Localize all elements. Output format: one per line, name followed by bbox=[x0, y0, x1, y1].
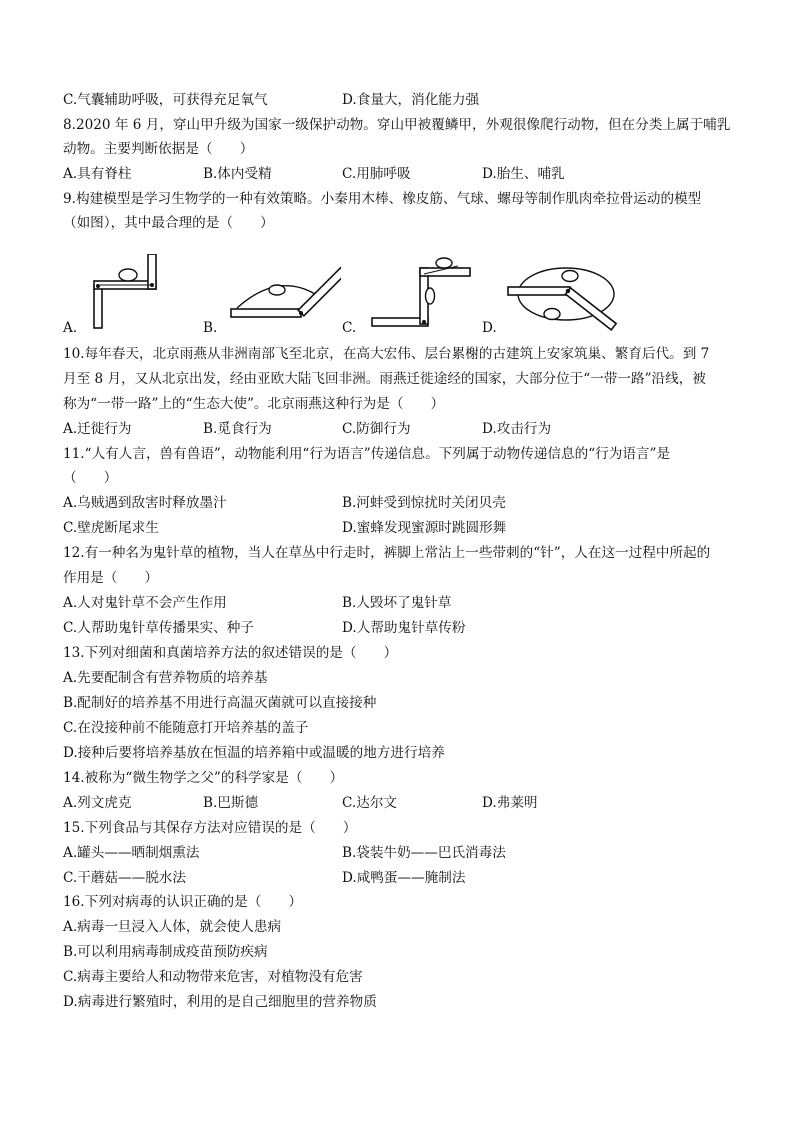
q10-option-a: A.迁徙行为 bbox=[63, 421, 132, 437]
q10-stem-line1: 10.每年春天，北京雨燕从非洲南部飞至北京，在高大宏伟、层台累榭的古建筑上安家筑巢、繁育后代。到 7 bbox=[63, 346, 710, 362]
q15-stem: 15.下列食品与其保存方法对应错误的是（ ） bbox=[63, 820, 357, 836]
q9-figure-c bbox=[368, 254, 478, 332]
q8-stem-line1: 8.2020 年 6 月，穿山甲升级为国家一级保护动物。穿山甲被覆鳞甲，外观很像爬行动物，但在分类上属于哺乳 bbox=[63, 117, 731, 133]
q13-option-a: A.先要配制含有营养物质的培养基 bbox=[63, 670, 268, 686]
q9-figure-a-label: A. bbox=[63, 320, 78, 336]
q15-option-a: A.罐头——晒制烟熏法 bbox=[63, 845, 200, 861]
q16-option-b: B.可以利用病毒制成疫苗预防疾病 bbox=[63, 944, 268, 960]
q8-stem-line2: 动物。主要判断依据是（ ） bbox=[63, 141, 254, 157]
q16-stem: 16.下列对病毒的认识正确的是（ ） bbox=[63, 894, 303, 910]
q12-stem-line1: 12.有一种名为鬼针草的植物，当人在草丛中行走时，裤脚上常沾上一些带刺的“针”，人在这一过程中所起的 bbox=[63, 545, 711, 561]
q14-option-d: D.弗莱明 bbox=[482, 795, 538, 811]
q13-option-d: D.接种后要将培养基放在恒温的培养箱中或温暖的地方进行培养 bbox=[63, 745, 445, 761]
q9-figure-a bbox=[74, 254, 170, 332]
q9-figure-b bbox=[215, 254, 341, 332]
q10-option-b: B.觅食行为 bbox=[203, 421, 272, 437]
q16-option-d: D.病毒进行繁殖时，利用的是自己细胞里的营养物质 bbox=[63, 994, 377, 1010]
q15-option-d: D.咸鸭蛋——腌制法 bbox=[342, 870, 466, 886]
q15-option-c: C.干蘑菇——脱水法 bbox=[63, 870, 186, 886]
q14-option-c: C.达尔文 bbox=[342, 795, 398, 811]
q9-figure-b-label: B. bbox=[203, 320, 218, 336]
q7-option-c: C.气囊辅助呼吸，可获得充足氧气 bbox=[63, 92, 268, 108]
q10-option-d: D.攻击行为 bbox=[482, 421, 552, 437]
q15-option-b: B.袋装牛奶——巴氏消毒法 bbox=[342, 845, 506, 861]
q9-stem-line2: （如图），其中最合理的是（ ） bbox=[63, 215, 274, 231]
q11-option-b: B.河蚌受到惊扰时关闭贝壳 bbox=[342, 495, 506, 511]
q10-stem-line2: 月至 8 月，又从北京出发，经由亚欧大陆飞回非洲。雨燕迁徙途经的国家，大部分位于“一带一路”沿线，被 bbox=[63, 371, 706, 387]
q14-option-a: A.列文虎克 bbox=[63, 795, 132, 811]
q11-stem-line1: 11.“人有人言，兽有兽语”，动物能利用“行为语言”传递信息。下列属于动物传递信息的“行为语言”是 bbox=[63, 446, 671, 462]
q8-option-b: B.体内受精 bbox=[203, 166, 272, 182]
q12-stem-line2: 作用是（ ） bbox=[63, 570, 159, 586]
q16-option-c: C.病毒主要给人和动物带来危害，对植物没有危害 bbox=[63, 969, 363, 985]
q14-stem: 14.被称为“微生物学之父”的科学家是（ ） bbox=[63, 770, 344, 786]
q7-option-d: D.食量大，消化能力强 bbox=[342, 92, 480, 108]
q9-figure-d-label: D. bbox=[482, 320, 497, 336]
q12-option-d: D.人帮助鬼针草传粉 bbox=[342, 620, 466, 636]
q13-option-c: C.在没接种前不能随意打开培养基的盖子 bbox=[63, 720, 309, 736]
q8-option-c: C.用肺呼吸 bbox=[342, 166, 411, 182]
q9-stem-line1: 9.构建模型是学习生物学的一种有效策略。小秦用木棒、橡皮筋、气球、螺母等制作肌肉牵拉骨运动的模型 bbox=[63, 191, 702, 207]
q16-option-a: A.病毒一旦浸入人体，就会使人患病 bbox=[63, 919, 282, 935]
q8-option-d: D.胎生、哺乳 bbox=[482, 166, 565, 182]
q10-stem-line3: 称为“一带一路”上的“生态大使”。北京雨燕这种行为是（ ） bbox=[63, 396, 445, 412]
q9-figure-d bbox=[506, 254, 632, 332]
q11-option-d: D.蜜蜂发现蜜源时跳圆形舞 bbox=[342, 520, 507, 536]
q12-option-b: B.人毁坏了鬼针草 bbox=[342, 595, 452, 611]
q11-stem-line2: （ ） bbox=[63, 470, 118, 486]
q13-option-b: B.配制好的培养基不用进行高温灭菌就可以直接接种 bbox=[63, 695, 377, 711]
q11-option-c: C.壁虎断尾求生 bbox=[63, 520, 159, 536]
q9-figure-c-label: C. bbox=[342, 320, 357, 336]
q14-option-b: B.巴斯德 bbox=[203, 795, 259, 811]
q11-option-a: A.乌贼遇到敌害时释放墨汁 bbox=[63, 495, 227, 511]
q8-option-a: A.具有脊柱 bbox=[63, 166, 132, 182]
q12-option-a: A.人对鬼针草不会产生作用 bbox=[63, 595, 227, 611]
q10-option-c: C.防御行为 bbox=[342, 421, 411, 437]
q13-stem: 13.下列对细菌和真菌培养方法的叙述错误的是（ ） bbox=[63, 645, 398, 661]
q12-option-c: C.人帮助鬼针草传播果实、种子 bbox=[63, 620, 254, 636]
